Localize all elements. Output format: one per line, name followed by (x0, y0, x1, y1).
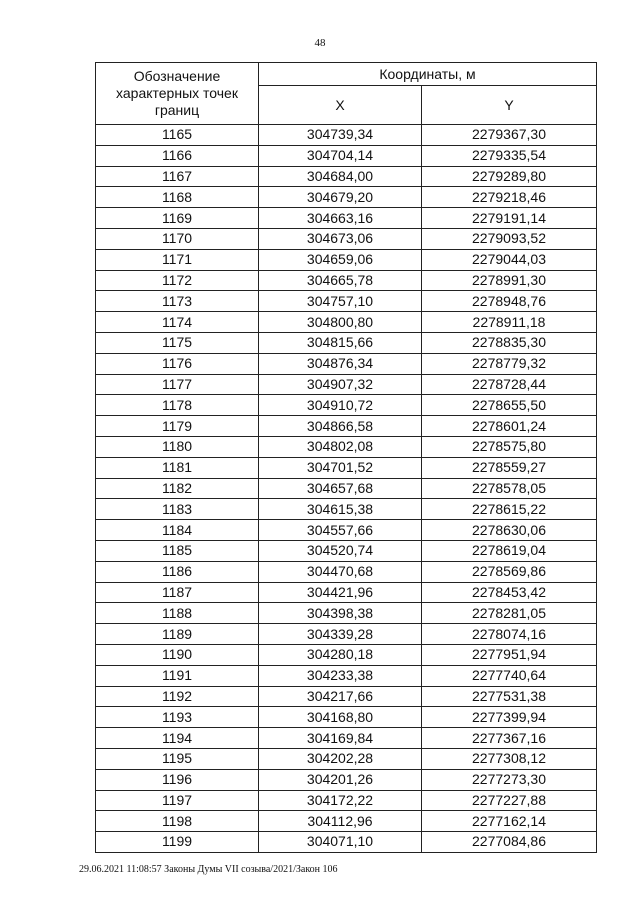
y-coordinate-cell: 2277273,30 (422, 769, 597, 790)
y-coordinate-cell: 2277227,88 (422, 790, 597, 811)
point-cell: 1165 (96, 125, 259, 146)
x-coordinate-cell: 304470,68 (259, 561, 422, 582)
coordinates-table-body (96, 125, 597, 853)
x-coordinate-cell: 304679,20 (259, 187, 422, 208)
x-coordinate-cell: 304910,72 (259, 395, 422, 416)
x-coordinate-cell: 304201,26 (259, 769, 422, 790)
x-coordinate-cell: 304800,80 (259, 312, 422, 333)
coordinates-header: Координаты, м (259, 63, 597, 86)
point-cell: 1182 (96, 478, 259, 499)
point-cell: 1199 (96, 832, 259, 853)
table-row (96, 249, 597, 270)
x-coordinate-cell: 304866,58 (259, 416, 422, 437)
x-coordinate-cell: 304876,34 (259, 353, 422, 374)
x-coordinate-cell: 304757,10 (259, 291, 422, 312)
y-coordinate-cell: 2278779,32 (422, 353, 597, 374)
page-number: 48 (314, 37, 326, 49)
point-cell: 1192 (96, 686, 259, 707)
point-cell: 1172 (96, 270, 259, 291)
table-row (96, 416, 597, 437)
table-row (96, 603, 597, 624)
table-row (96, 499, 597, 520)
table-row (96, 644, 597, 665)
point-cell: 1194 (96, 728, 259, 749)
table-row (96, 769, 597, 790)
point-cell: 1189 (96, 624, 259, 645)
x-coordinate-cell: 304217,66 (259, 686, 422, 707)
x-coordinate-cell: 304168,80 (259, 707, 422, 728)
y-coordinate-cell: 2279335,54 (422, 145, 597, 166)
y-coordinate-cell: 2279289,80 (422, 166, 597, 187)
x-coordinate-cell: 304663,16 (259, 208, 422, 229)
point-cell: 1195 (96, 748, 259, 769)
point-cell: 1185 (96, 540, 259, 561)
table-row (96, 624, 597, 645)
y-coordinate-cell: 2278559,27 (422, 457, 597, 478)
x-coordinate-cell: 304233,38 (259, 665, 422, 686)
y-coordinate-cell: 2278281,05 (422, 603, 597, 624)
point-cell: 1166 (96, 145, 259, 166)
point-cell: 1179 (96, 416, 259, 437)
point-cell: 1190 (96, 644, 259, 665)
table-row (96, 395, 597, 416)
x-coordinate-cell: 304802,08 (259, 436, 422, 457)
point-cell: 1176 (96, 353, 259, 374)
point-cell: 1186 (96, 561, 259, 582)
point-cell: 1181 (96, 457, 259, 478)
table-row (96, 374, 597, 395)
x-coordinate-cell: 304398,38 (259, 603, 422, 624)
table-row (96, 728, 597, 749)
x-coordinate-cell: 304673,06 (259, 228, 422, 249)
point-cell: 1197 (96, 790, 259, 811)
point-cell: 1171 (96, 249, 259, 270)
table-row (96, 811, 597, 832)
x-coordinate-cell: 304071,10 (259, 832, 422, 853)
table-row (96, 665, 597, 686)
y-coordinate-cell: 2277367,16 (422, 728, 597, 749)
point-cell: 1180 (96, 436, 259, 457)
y-coordinate-cell: 2278569,86 (422, 561, 597, 582)
table-row (96, 832, 597, 853)
table-row (96, 291, 597, 312)
coordinates-table (95, 62, 597, 853)
point-cell: 1167 (96, 166, 259, 187)
x-coordinate-cell: 304665,78 (259, 270, 422, 291)
point-designation-header: Обозначение характерных точек границ (96, 63, 259, 125)
x-coordinate-cell: 304615,38 (259, 499, 422, 520)
table-row (96, 270, 597, 291)
table-row (96, 436, 597, 457)
y-coordinate-cell: 2277162,14 (422, 811, 597, 832)
point-cell: 1191 (96, 665, 259, 686)
x-coordinate-cell: 304557,66 (259, 520, 422, 541)
y-coordinate-cell: 2278578,05 (422, 478, 597, 499)
y-coordinate-cell: 2278601,24 (422, 416, 597, 437)
y-coordinate-cell: 2278991,30 (422, 270, 597, 291)
table-row (96, 520, 597, 541)
x-coordinate-cell: 304907,32 (259, 374, 422, 395)
table-row (96, 125, 597, 146)
y-coordinate-cell: 2278728,44 (422, 374, 597, 395)
y-coordinate-cell: 2278615,22 (422, 499, 597, 520)
y-coordinate-cell: 2278619,04 (422, 540, 597, 561)
y-coordinate-cell: 2277531,38 (422, 686, 597, 707)
y-coordinate-cell: 2279191,14 (422, 208, 597, 229)
table-row (96, 208, 597, 229)
table-row (96, 457, 597, 478)
table-row (96, 145, 597, 166)
point-cell: 1178 (96, 395, 259, 416)
point-cell: 1169 (96, 208, 259, 229)
table-row (96, 187, 597, 208)
x-coordinate-cell: 304704,14 (259, 145, 422, 166)
point-cell: 1177 (96, 374, 259, 395)
x-coordinate-cell: 304684,00 (259, 166, 422, 187)
table-row (96, 686, 597, 707)
y-coordinate-cell: 2278835,30 (422, 332, 597, 353)
y-coordinate-cell: 2279093,52 (422, 228, 597, 249)
x-coordinate-cell: 304202,28 (259, 748, 422, 769)
y-coordinate-cell: 2278074,16 (422, 624, 597, 645)
point-cell: 1183 (96, 499, 259, 520)
point-cell: 1187 (96, 582, 259, 603)
x-coordinate-cell: 304169,84 (259, 728, 422, 749)
x-coordinate-cell: 304112,96 (259, 811, 422, 832)
y-coordinate-cell: 2277399,94 (422, 707, 597, 728)
document-footer: 29.06.2021 11:08:57 Законы Думы VII созыва/2021/Закон 106 (79, 864, 338, 875)
table-row (96, 353, 597, 374)
y-coordinate-cell: 2278911,18 (422, 312, 597, 333)
table-row (96, 748, 597, 769)
x-coordinate-cell: 304172,22 (259, 790, 422, 811)
y-coordinate-cell: 2278630,06 (422, 520, 597, 541)
y-coordinate-cell: 2278453,42 (422, 582, 597, 603)
table-row (96, 790, 597, 811)
y-coordinate-cell: 2279044,03 (422, 249, 597, 270)
x-coordinate-cell: 304815,66 (259, 332, 422, 353)
y-coordinate-cell: 2277951,94 (422, 644, 597, 665)
table-row (96, 332, 597, 353)
point-cell: 1184 (96, 520, 259, 541)
point-cell: 1193 (96, 707, 259, 728)
point-cell: 1198 (96, 811, 259, 832)
x-coordinate-cell: 304657,68 (259, 478, 422, 499)
y-column-header: Y (422, 86, 597, 125)
table-row (96, 707, 597, 728)
point-cell: 1175 (96, 332, 259, 353)
x-column-header: X (259, 86, 422, 125)
point-cell: 1196 (96, 769, 259, 790)
table-row (96, 228, 597, 249)
point-cell: 1170 (96, 228, 259, 249)
y-coordinate-cell: 2277740,64 (422, 665, 597, 686)
y-coordinate-cell: 2279218,46 (422, 187, 597, 208)
table-row (96, 582, 597, 603)
x-coordinate-cell: 304421,96 (259, 582, 422, 603)
y-coordinate-cell: 2278575,80 (422, 436, 597, 457)
x-coordinate-cell: 304739,34 (259, 125, 422, 146)
y-coordinate-cell: 2277308,12 (422, 748, 597, 769)
x-coordinate-cell: 304520,74 (259, 540, 422, 561)
x-coordinate-cell: 304701,52 (259, 457, 422, 478)
y-coordinate-cell: 2278655,50 (422, 395, 597, 416)
table-row (96, 540, 597, 561)
y-coordinate-cell: 2279367,30 (422, 125, 597, 146)
table-row (96, 166, 597, 187)
point-cell: 1188 (96, 603, 259, 624)
x-coordinate-cell: 304659,06 (259, 249, 422, 270)
y-coordinate-cell: 2277084,86 (422, 832, 597, 853)
x-coordinate-cell: 304339,28 (259, 624, 422, 645)
x-coordinate-cell: 304280,18 (259, 644, 422, 665)
table-row (96, 312, 597, 333)
table-row (96, 561, 597, 582)
point-cell: 1174 (96, 312, 259, 333)
table-row (96, 478, 597, 499)
point-cell: 1168 (96, 187, 259, 208)
point-cell: 1173 (96, 291, 259, 312)
y-coordinate-cell: 2278948,76 (422, 291, 597, 312)
